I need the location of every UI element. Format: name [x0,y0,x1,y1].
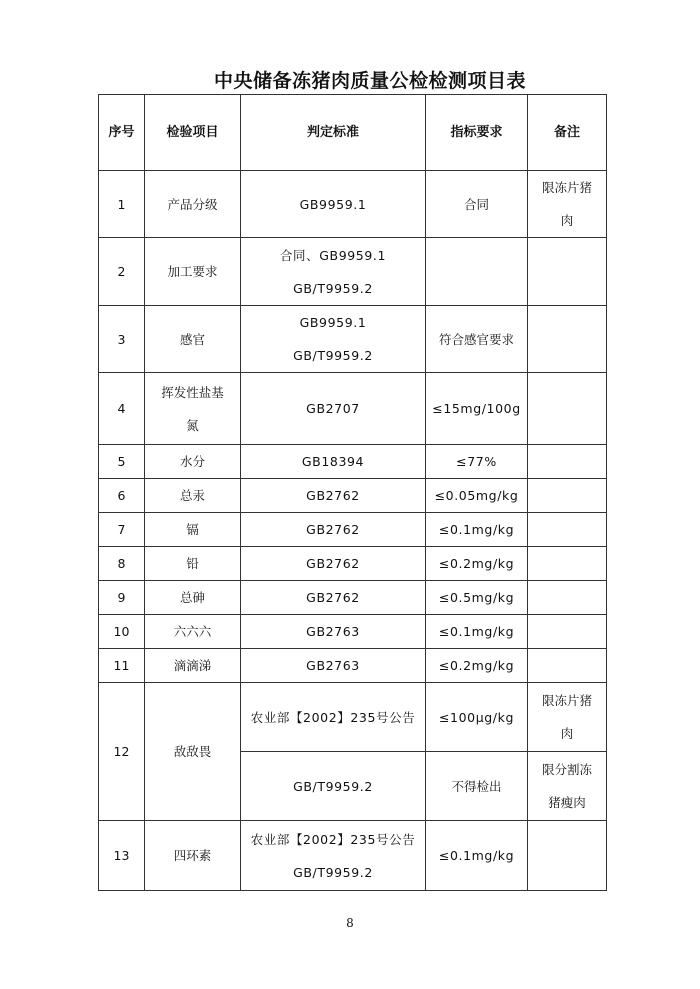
header-no: 序号 [99,95,145,171]
row-note [528,373,607,445]
row-note [528,547,607,581]
row-item: 铅 [145,547,241,581]
row-requirement: ≤15mg/100g [426,373,528,445]
row-no: 1 [99,171,145,238]
row-standard: GB9959.1 [241,171,426,238]
row-requirement: ≤0.05mg/kg [426,479,528,513]
row-no: 6 [99,479,145,513]
page-number: 8 [346,916,354,930]
item-line: 氮 [186,417,199,433]
row-standard: 农业部【2002】235号公告 [241,683,426,752]
row-requirement: ≤0.1mg/kg [426,821,528,891]
table-row [99,821,607,891]
table-row [99,547,607,581]
header-item: 检验项目 [145,95,241,171]
row-note [528,683,607,752]
row-no: 2 [99,238,145,306]
note-line: 猪瘦肉 [548,795,586,810]
note-line: 肉 [560,213,574,228]
item-line: 挥发性盐基 [161,384,224,400]
row-note [528,171,607,238]
page-title: 中央储备冻猪肉质量公检检测项目表 [213,70,526,92]
row-no: 5 [99,445,145,479]
row-standard: GB/T9959.2 [241,752,426,821]
note-line: 限冻片猪 [541,180,592,195]
row-requirement: ≤0.1mg/kg [426,615,528,649]
note-line: 限冻片猪 [541,693,592,708]
row-item: 总砷 [145,581,241,615]
standard-line: GB9959.1 [299,315,367,330]
row-standard: GB2707 [241,373,426,445]
table-row [99,445,607,479]
standard-line: 农业部【2002】235号公告 [250,831,416,847]
row-note [528,445,607,479]
table-row [99,513,607,547]
row-requirement: ≤77% [426,445,528,479]
row-standard: GB2762 [241,547,426,581]
table-row [99,479,607,513]
standard-line: GB/T9959.2 [293,280,373,296]
row-no: 7 [99,513,145,547]
header-requirement: 指标要求 [426,95,528,171]
row-standard [241,821,426,891]
note-line: 肉 [560,726,574,741]
table-row [99,615,607,649]
row-note [528,306,607,373]
table-row [99,649,607,683]
row-item: 产品分级 [145,171,241,238]
standard-line: 合同、GB9959.1 [279,247,387,263]
row-requirement: ≤0.5mg/kg [426,581,528,615]
row-note [528,513,607,547]
row-note [528,821,607,891]
row-item: 敌敌畏 [145,683,241,821]
row-no: 4 [99,373,145,445]
row-no: 13 [99,821,145,891]
row-no: 11 [99,649,145,683]
header-standard: 判定标准 [241,95,426,171]
row-standard: GB2763 [241,615,426,649]
table-header-row [99,95,607,171]
row-requirement [426,238,528,306]
row-standard: GB2763 [241,649,426,683]
table-row [99,373,607,445]
row-no: 12 [99,683,145,821]
row-note [528,615,607,649]
header-note: 备注 [528,95,607,171]
row-note [528,479,607,513]
row-standard: GB18394 [241,445,426,479]
row-note [528,581,607,615]
row-requirement: ≤0.2mg/kg [426,547,528,581]
row-item: 镉 [145,513,241,547]
row-item: 四环素 [145,821,241,891]
table-row [99,238,607,306]
table-row [99,581,607,615]
row-standard: GB2762 [241,513,426,547]
standard-line: GB/T9959.2 [293,864,373,880]
row-item: 总汞 [145,479,241,513]
row-note [528,238,607,306]
row-requirement: ≤100μg/kg [426,683,528,752]
row-no: 9 [99,581,145,615]
table-row [99,683,607,752]
note-line: 限分割冻 [541,762,592,777]
row-requirement: 符合感官要求 [426,306,528,373]
row-no: 8 [99,547,145,581]
inspection-items-table [98,94,607,891]
row-item: 六六六 [145,615,241,649]
row-note [528,649,607,683]
row-item: 水分 [145,445,241,479]
standard-line: GB/T9959.2 [293,348,373,363]
row-requirement: 合同 [426,171,528,238]
row-no: 3 [99,306,145,373]
row-standard [241,306,426,373]
table-row [99,306,607,373]
row-requirement: 不得检出 [426,752,528,821]
row-item: 加工要求 [145,238,241,306]
row-no: 10 [99,615,145,649]
row-requirement: ≤0.2mg/kg [426,649,528,683]
row-standard [241,238,426,306]
row-standard: GB2762 [241,479,426,513]
row-item: 感官 [145,306,241,373]
row-item [145,373,241,445]
row-requirement: ≤0.1mg/kg [426,513,528,547]
table-row [99,171,607,238]
row-note [528,752,607,821]
row-standard: GB2762 [241,581,426,615]
row-item: 滴滴涕 [145,649,241,683]
